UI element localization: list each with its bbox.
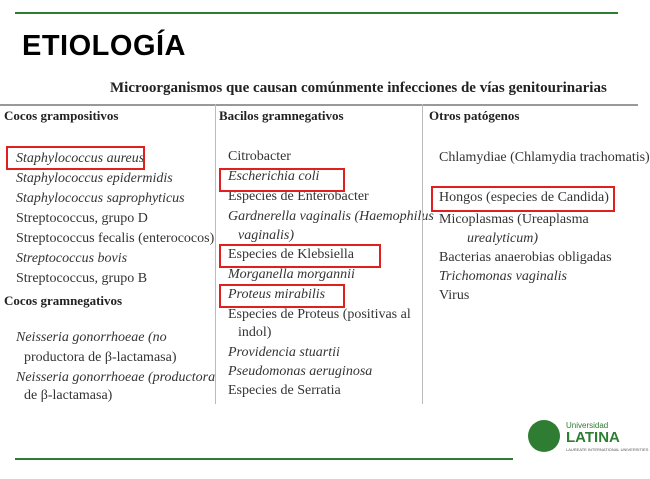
list-item: Especies de Enterobacter [228, 189, 369, 204]
list-item: productora de β-lactamasa) [24, 350, 177, 365]
column-gram-negative-bacilli [215, 104, 434, 404]
globe-icon [528, 420, 560, 452]
slide-title: ETIOLOGÍA [22, 30, 186, 62]
list-item: Citrobacter [228, 149, 291, 164]
highlight-box [219, 168, 345, 192]
column-header: Otros patógenos [429, 108, 520, 123]
highlight-box [431, 186, 615, 212]
microorganisms-table [0, 104, 650, 404]
list-item: Neisseria gonorrhoeae (no [16, 330, 167, 345]
logo-text-line1: Universidad [566, 421, 609, 430]
list-item: urealyticum) [467, 231, 539, 246]
list-item: Hongos (especies de Candida) [439, 190, 609, 205]
column-other-pathogens [422, 104, 650, 404]
list-item: Bacterias anaerobias obligadas [439, 250, 612, 265]
university-logo [526, 418, 649, 456]
list-item: Morganella morgannii [228, 267, 355, 282]
highlight-box [6, 146, 145, 170]
list-item: Streptococcus, grupo B [16, 271, 148, 286]
list-item: Trichomonas vaginalis [439, 269, 567, 284]
list-item: Providencia stuartii [228, 345, 340, 360]
list-item: Staphylococcus saprophyticus [16, 191, 185, 206]
list-item: Especies de Klebsiella [228, 247, 354, 262]
highlight-box [219, 284, 345, 308]
column-header: Bacilos gramnegativos [219, 108, 344, 123]
list-item: vaginalis) [238, 228, 294, 243]
list-item: Neisseria gonorrhoeae (productora [16, 370, 216, 385]
list-item: Staphylococcus aureus [16, 151, 145, 166]
logo-text-line3: LAUREATE INTERNATIONAL UNIVERSITIES [566, 447, 649, 452]
top-rule [15, 12, 618, 14]
list-item: Micoplasmas (Ureaplasma [439, 212, 589, 227]
table-caption: Microorganismos que causan comúnmente infecciones de vías genitourinarias [110, 80, 607, 96]
list-item: Escherichia coli [228, 169, 320, 184]
list-item: Pseudomonas aeruginosa [228, 364, 373, 379]
list-item: Chlamydiae (Chlamydia trachomatis) [439, 150, 650, 165]
logo-text-line2: LATINA [566, 429, 620, 446]
list-item: Streptococcus, grupo D [16, 211, 148, 226]
list-item: Streptococcus bovis [16, 251, 128, 266]
list-item: de β-lactamasa) [24, 388, 113, 403]
column-subheader: Cocos gramnegativos [4, 293, 123, 308]
list-item: indol) [238, 325, 272, 340]
list-item: Staphylococcus epidermidis [16, 171, 173, 186]
list-item: Proteus mirabilis [228, 287, 326, 302]
list-item: Especies de Proteus (positivas al [228, 307, 411, 322]
highlight-box [219, 244, 381, 268]
column-gram-positive-cocci [0, 104, 216, 404]
list-item: Especies de Serratia [228, 383, 341, 398]
list-item: Virus [439, 288, 470, 303]
list-item: Gardnerella vaginalis (Haemophilus [228, 209, 434, 224]
list-item: Streptococcus fecalis (enterococos) [16, 231, 215, 246]
bottom-rule [15, 458, 513, 460]
column-header: Cocos grampositivos [4, 108, 119, 123]
